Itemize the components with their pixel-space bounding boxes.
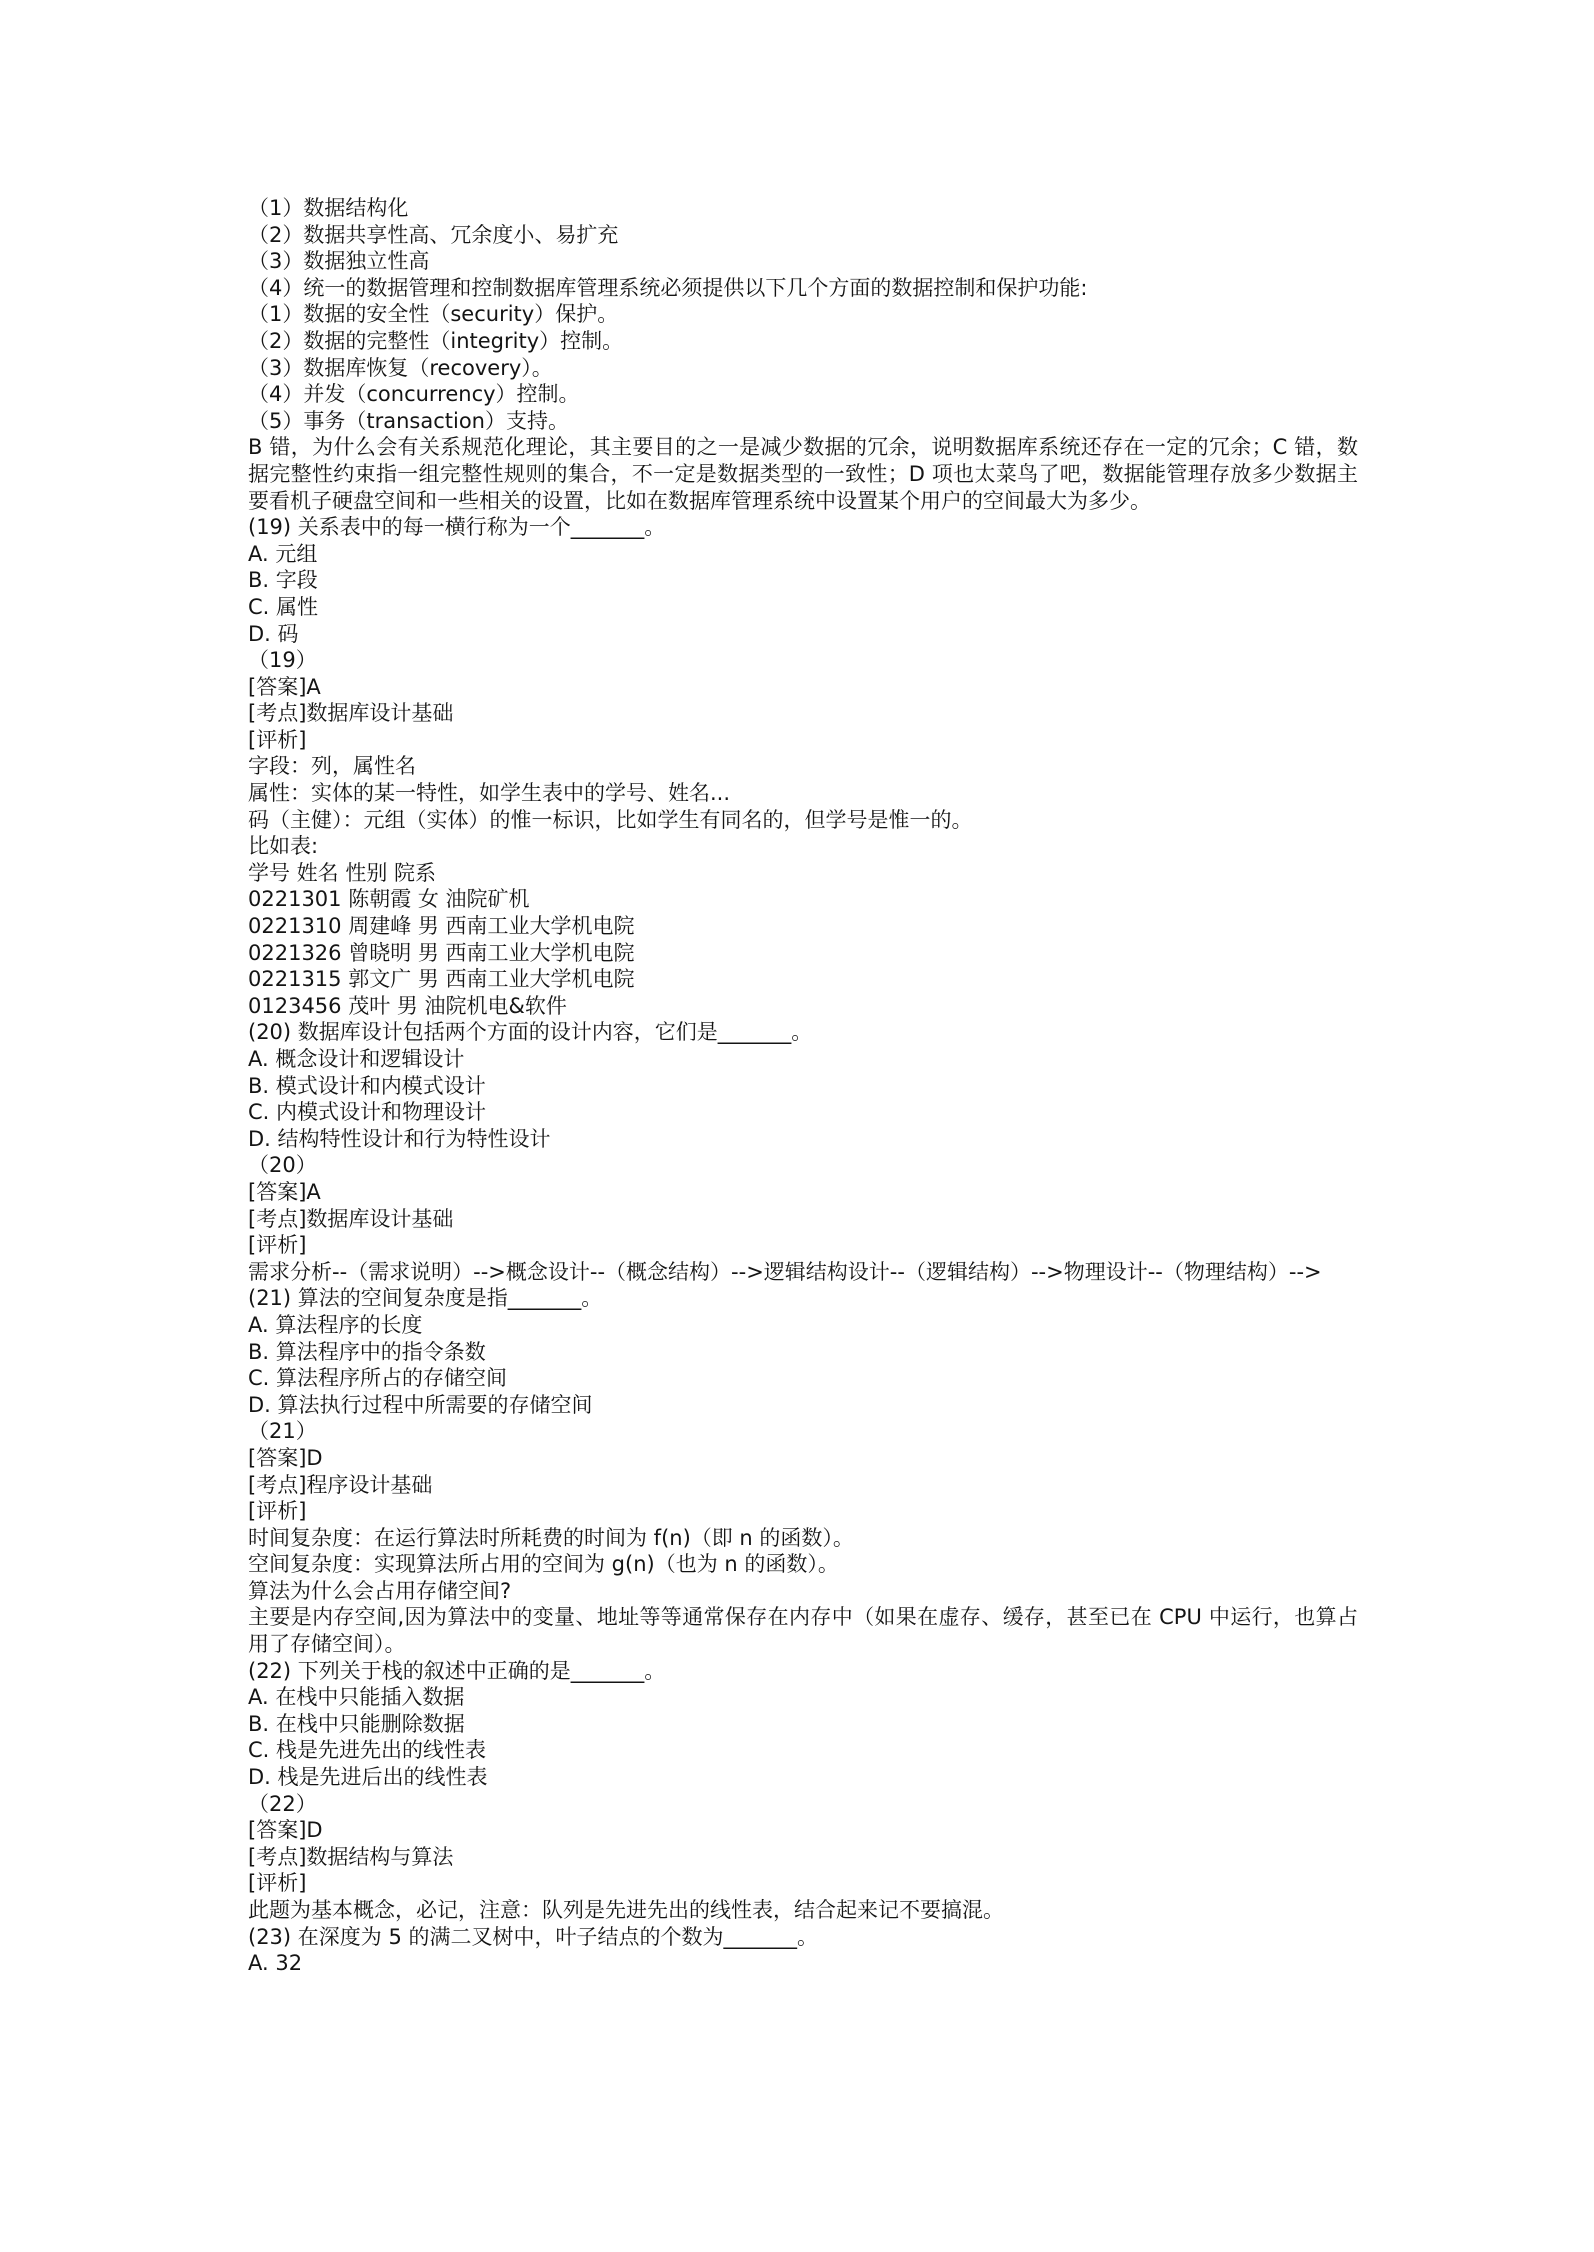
text-line: 空间复杂度：实现算法所占用的空间为 g(n)（也为 n 的函数）。 xyxy=(248,1552,839,1577)
text-line: （4）统一的数据管理和控制数据库管理系统必须提供以下几个方面的数据控制和保护功能: xyxy=(248,275,1088,300)
section-features xyxy=(248,195,1358,434)
option-d: D. 算法执行过程中所需要的存储空间 xyxy=(248,1392,593,1417)
analysis-heading: [评析] xyxy=(248,1499,307,1524)
text-line: 字段：列，属性名 xyxy=(248,754,416,779)
explanation-paragraph: 需求分析--（需求说明）-->概念设计--（概念结构）-->逻辑结构设计--（逻辑结构）-->物理设计--（物理结构）--> xyxy=(248,1259,1322,1284)
answer-number: （22） xyxy=(248,1791,317,1816)
text-line: 属性：实体的某一特性，如学生表中的学号、姓名... xyxy=(248,781,731,806)
option-c: C. 算法程序所占的存储空间 xyxy=(248,1366,508,1391)
answer: [答案]A xyxy=(248,1179,321,1204)
text-line: 算法为什么会占用存储空间? xyxy=(248,1578,512,1603)
text-line: 比如表: xyxy=(248,834,319,859)
table-row-line: 0221301 陈朝霞 女 油院矿机 xyxy=(248,887,530,912)
question-22 xyxy=(248,1658,1358,1977)
analysis-heading: [评析] xyxy=(248,1233,307,1258)
option-a: A. 元组 xyxy=(248,541,318,566)
document-body xyxy=(248,195,1358,1977)
question-stem: (20) 数据库设计包括两个方面的设计内容，它们是_______。 xyxy=(248,1020,813,1045)
option-d: D. 结构特性设计和行为特性设计 xyxy=(248,1126,551,1151)
table-row-line: 0123456 茂叶 男 油院机电&软件 xyxy=(248,993,567,1018)
explanation-paragraph: 主要是内存空间,因为算法中的变量、地址等等通常保存在内存中（如果在虚存、缓存，甚至已在 CPU 中运行，也算占用了存储空间）。 xyxy=(248,1605,1358,1657)
answer-number: （21） xyxy=(248,1419,317,1444)
explanation-paragraph: B 错，为什么会有关系规范化理论，其主要目的之一是减少数据的冗余，说明数据库系统还存在一定的冗余；C 错，数据完整性约束指一组完整性规则的集合，不一定是数据类型的一致性；D 项也太菜鸟了吧，数据能管理存放多少数据主要看机子硬盘空间和一些相关的设置，比如在数据库管理系统中设置某个用户的空间最大为多少。 xyxy=(248,435,1358,513)
answer: [答案]D xyxy=(248,1445,323,1470)
text-line: （1）数据的安全性（security）保护。 xyxy=(248,302,619,327)
text-line: （5）事务（transaction）支持。 xyxy=(248,408,569,433)
question-stem: (19) 关系表中的每一横行称为一个_______。 xyxy=(248,515,666,540)
topic: [考点]数据库设计基础 xyxy=(248,701,454,726)
option-c: C. 栈是先进先出的线性表 xyxy=(248,1738,487,1763)
option-b: B. 字段 xyxy=(248,568,318,593)
question-20 xyxy=(248,1019,1358,1258)
analysis-heading: [评析] xyxy=(248,1871,307,1896)
option-d: D. 码 xyxy=(248,621,299,646)
option-c: C. 内模式设计和物理设计 xyxy=(248,1100,487,1125)
question-stem: (22) 下列关于栈的叙述中正确的是_______。 xyxy=(248,1658,666,1683)
table-header-line: 学号 姓名 性别 院系 xyxy=(248,860,437,885)
question-21 xyxy=(248,1285,1358,1604)
table-row-line: 0221310 周建峰 男 西南工业大学机电院 xyxy=(248,914,635,939)
text-line: （1）数据结构化 xyxy=(248,196,409,220)
table-row-line: 0221315 郭文广 男 西南工业大学机电院 xyxy=(248,967,635,992)
option-c: C. 属性 xyxy=(248,594,319,619)
topic: [考点]数据库设计基础 xyxy=(248,1206,454,1231)
option-a: A. 在栈中只能插入数据 xyxy=(248,1685,465,1710)
analysis-heading: [评析] xyxy=(248,727,307,752)
option-b: B. 算法程序中的指令条数 xyxy=(248,1339,486,1364)
text-line: （2）数据的完整性（integrity）控制。 xyxy=(248,328,624,353)
option-a: A. 32 xyxy=(248,1951,303,1976)
answer: [答案]D xyxy=(248,1818,323,1843)
table-row-line: 0221326 曾晓明 男 西南工业大学机电院 xyxy=(248,940,635,965)
topic: [考点]数据结构与算法 xyxy=(248,1844,454,1869)
text-line: 时间复杂度：在运行算法时所耗费的时间为 f(n)（即 n 的函数）。 xyxy=(248,1525,854,1550)
answer-number: （20） xyxy=(248,1153,317,1178)
question-19 xyxy=(248,514,1358,1019)
option-a: A. 算法程序的长度 xyxy=(248,1312,423,1337)
text-line: （2）数据共享性高、冗余度小、易扩充 xyxy=(248,222,619,247)
option-a: A. 概念设计和逻辑设计 xyxy=(248,1047,465,1071)
question-stem: (21) 算法的空间复杂度是指_______。 xyxy=(248,1286,603,1311)
topic: [考点]程序设计基础 xyxy=(248,1472,433,1497)
option-b: B. 模式设计和内模式设计 xyxy=(248,1073,486,1098)
question-stem: (23) 在深度为 5 的满二叉树中，叶子结点的个数为_______。 xyxy=(248,1924,818,1949)
text-line: （3）数据独立性高 xyxy=(248,249,430,274)
option-d: D. 栈是先进后出的线性表 xyxy=(248,1765,488,1790)
answer-number: （19） xyxy=(248,648,317,673)
text-line: 此题为基本概念，必记，注意：队列是先进先出的线性表，结合起来记不要搞混。 xyxy=(248,1898,1004,1922)
answer: [答案]A xyxy=(248,674,321,699)
text-line: 码（主健）：元组（实体）的惟一标识，比如学生有同名的，但学号是惟一的。 xyxy=(248,807,973,832)
option-b: B. 在栈中只能删除数据 xyxy=(248,1711,465,1736)
text-line: （3）数据库恢复（recovery）。 xyxy=(248,355,553,380)
text-line: （4）并发（concurrency）控制。 xyxy=(248,382,580,407)
